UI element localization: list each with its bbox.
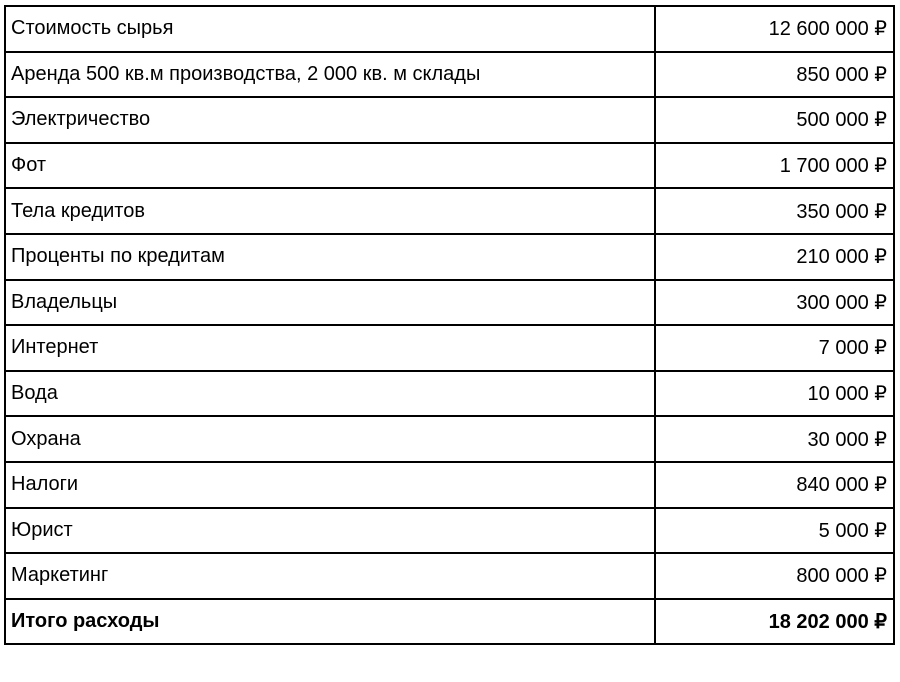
expense-label: Стоимость сырья: [5, 6, 655, 52]
table-row: [5, 188, 894, 234]
expense-label: Фот: [5, 143, 655, 189]
expense-value: 350 000 ₽: [655, 188, 894, 234]
expense-value: 12 600 000 ₽: [655, 6, 894, 52]
table-row: [5, 280, 894, 326]
expense-value: 5 000 ₽: [655, 508, 894, 554]
total-label: Итого расходы: [5, 599, 655, 645]
expense-label: Владельцы: [5, 280, 655, 326]
expense-label: Налоги: [5, 462, 655, 508]
table-row: [5, 371, 894, 417]
expenses-table: [4, 5, 895, 645]
expense-value: 1 700 000 ₽: [655, 143, 894, 189]
expense-label: Вода: [5, 371, 655, 417]
expense-label: Тела кредитов: [5, 188, 655, 234]
table-row: [5, 508, 894, 554]
table-row: [5, 553, 894, 599]
expense-label: Аренда 500 кв.м производства, 2 000 кв. м склады: [5, 52, 655, 98]
table-row: [5, 416, 894, 462]
expense-label: Маркетинг: [5, 553, 655, 599]
expense-value: 300 000 ₽: [655, 280, 894, 326]
expense-label: Интернет: [5, 325, 655, 371]
expense-label: Юрист: [5, 508, 655, 554]
table-row: [5, 234, 894, 280]
expense-value: 7 000 ₽: [655, 325, 894, 371]
expense-value: 500 000 ₽: [655, 97, 894, 143]
expense-value: 210 000 ₽: [655, 234, 894, 280]
expense-label: Проценты по кредитам: [5, 234, 655, 280]
table-row: [5, 52, 894, 98]
table-row: [5, 97, 894, 143]
table-row: [5, 462, 894, 508]
expense-value: 800 000 ₽: [655, 553, 894, 599]
total-row: [5, 599, 894, 645]
expense-value: 850 000 ₽: [655, 52, 894, 98]
total-value: 18 202 000 ₽: [655, 599, 894, 645]
expense-value: 30 000 ₽: [655, 416, 894, 462]
expense-label: Электричество: [5, 97, 655, 143]
expense-value: 10 000 ₽: [655, 371, 894, 417]
table-row: [5, 325, 894, 371]
table-row: [5, 143, 894, 189]
expense-label: Охрана: [5, 416, 655, 462]
table-row: [5, 6, 894, 52]
expense-value: 840 000 ₽: [655, 462, 894, 508]
